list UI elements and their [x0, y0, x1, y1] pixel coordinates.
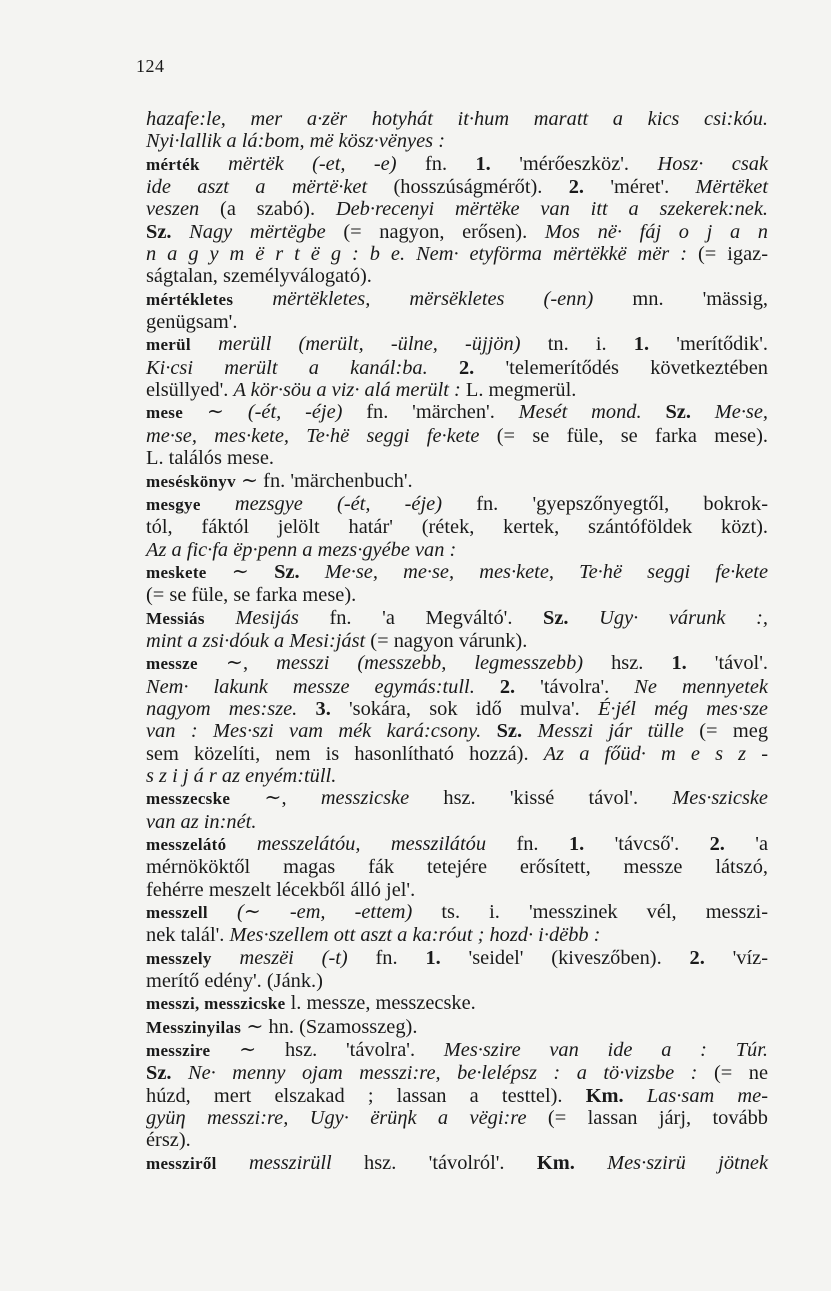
text-run: [226, 833, 256, 855]
text-line: [146, 652, 768, 675]
text-run: (= nagyon, erősen).: [325, 220, 545, 243]
text-run: L. találós mese.: [146, 447, 274, 470]
text-line: [146, 947, 768, 970]
italic-text: Mes·szirü jötnek: [607, 1151, 768, 1174]
text-run: fn. 'gyepszőnyegtől, bokrok-: [441, 492, 768, 515]
italic-text: Az a főüd· m e s z -: [543, 742, 768, 765]
text-run: [691, 401, 715, 423]
text-line: [146, 516, 768, 538]
headword: messzely: [146, 948, 212, 968]
headword: Messiás: [146, 608, 205, 628]
headword: mérték: [146, 154, 200, 174]
italic-text: me·se, mes·kete, Te·hë seggi fe·kete: [146, 424, 480, 447]
marker: 2.: [709, 833, 725, 855]
text-line: [146, 743, 768, 765]
italic-text: o j a n: [678, 220, 768, 243]
text-line: [146, 720, 768, 742]
text-run: ∼ hn. (Szamosszeg).: [241, 1015, 418, 1038]
italic-text: veszen: [146, 198, 200, 221]
text-run: fehérre meszelt lécekből álló jel'.: [146, 878, 416, 901]
text-run: 'merítődik'.: [649, 333, 769, 356]
text-run: ∼: [183, 401, 248, 424]
headword: Messzinyilas: [146, 1017, 242, 1037]
marker: 1.: [671, 652, 687, 675]
marker: 2.: [458, 356, 475, 379]
text-run: hsz.: [583, 652, 672, 675]
headword: meskete: [146, 562, 207, 582]
text-run: 'távol'.: [686, 652, 768, 675]
text-run: nek talál'.: [146, 924, 230, 947]
text-run: fn. 'märchen'.: [342, 401, 519, 424]
text-line: [146, 698, 768, 720]
text-run: [217, 1152, 249, 1174]
text-run: fn.: [396, 152, 476, 175]
text-line: [146, 108, 768, 130]
text-line: [146, 992, 768, 1015]
text-run: fn. 'a Megváltó'.: [298, 606, 544, 629]
text-line: [146, 470, 768, 493]
text-line: [146, 607, 768, 630]
marker: Sz.: [543, 606, 569, 629]
italic-text: messzicske: [320, 787, 410, 810]
italic-text: mezsgye (-ét, -éje): [234, 492, 442, 515]
text-run: fn.: [347, 946, 426, 969]
italic-text: van az in:nét.: [146, 810, 257, 833]
text-line: [146, 1016, 768, 1039]
marker: 1.: [568, 833, 585, 855]
marker: Sz.: [146, 220, 172, 243]
text-run: ∼ hsz. 'távolra'.: [210, 1039, 444, 1062]
text-run: hsz. 'távolról'.: [331, 1151, 537, 1174]
text-line: [146, 539, 768, 561]
text-run: [200, 153, 228, 175]
text-line: [146, 970, 768, 992]
text-run: [212, 947, 240, 969]
text-run: (= meg: [683, 720, 769, 743]
text-line: [146, 787, 768, 810]
text-run: [475, 676, 500, 698]
marker: Sz.: [496, 720, 523, 743]
text-line: [146, 130, 768, 152]
text-run: (hosszúságmérőt).: [367, 176, 569, 199]
text-run: húzd, mert elszakad ; lassan a testtel).: [146, 1084, 586, 1107]
text-run: tól, fáktól jelölt határ' (rétek, kertek, szántóföldek közt).: [146, 516, 768, 539]
italic-text: Ne· menny ojam messzi:re, be·lelépsz : a tö·vizsbe :: [188, 1062, 698, 1085]
text-run: 'telemerítődés következtében: [474, 356, 768, 379]
headword: messze: [146, 654, 198, 674]
text-run: [233, 288, 272, 310]
text-run: 'távolra'.: [515, 675, 635, 698]
text-run: [522, 720, 537, 742]
italic-text: ide aszt a mërtë·ket: [146, 176, 368, 199]
text-line: [146, 765, 768, 787]
italic-text: Mesijás: [235, 606, 299, 629]
italic-text: Me·se,: [714, 401, 768, 424]
text-run: [569, 607, 600, 629]
text-run: [172, 1062, 189, 1084]
text-run: l. messze, messzecske.: [285, 992, 476, 1015]
text-line: [146, 856, 768, 878]
marker: 1.: [475, 152, 491, 175]
text-run: 'mérőeszköz'.: [490, 152, 658, 175]
text-run: 'távcső'.: [584, 833, 710, 855]
text-run: hsz. 'kissé távol'.: [409, 787, 673, 810]
text-run: [575, 1152, 607, 1174]
text-line: [146, 288, 768, 311]
marker: 2.: [689, 946, 705, 969]
text-line: [146, 379, 768, 401]
text-run: merítő edény'. (Jánk.): [146, 970, 323, 993]
text-run: [405, 243, 416, 265]
text-run: 'víz-: [704, 946, 769, 969]
italic-text: (-ét, -éje): [247, 401, 343, 424]
text-line: [146, 1152, 768, 1175]
italic-text: (∼ -em, -ettem): [236, 901, 413, 924]
italic-text: Nagy mërtëgbe: [189, 220, 326, 243]
italic-text: mërtëkletes, mërsëkletes (-enn): [272, 287, 594, 310]
marker: Km.: [585, 1084, 624, 1107]
text-run: (= igaz-: [687, 243, 768, 266]
text-run: (= se füle, se farka mese).: [479, 424, 768, 447]
text-line: [146, 1129, 768, 1151]
text-line: [146, 1039, 768, 1062]
headword: mesgye: [146, 494, 201, 514]
italic-text: Las·sam me-: [646, 1084, 768, 1107]
italic-text: Messzi jár tülle: [537, 720, 684, 743]
text-run: elsüllyed'.: [146, 379, 234, 402]
italic-text: É·jél még mes·sze: [597, 697, 768, 720]
text-run: (= se füle, se farka mese).: [146, 584, 357, 607]
marker: Sz.: [665, 401, 691, 424]
italic-text: messzi (messzebb, legmesszebb): [276, 652, 584, 675]
italic-text: s z i j á r az enyém:tüll.: [146, 764, 337, 787]
headword: meséskönyv: [146, 471, 236, 491]
text-run: ságtalan, személyválogató).: [146, 265, 372, 288]
text-run: [661, 221, 679, 243]
dictionary-text: [146, 108, 768, 1175]
text-line: [146, 924, 768, 946]
marker: 3.: [315, 697, 331, 720]
text-line: [146, 879, 768, 901]
italic-text: gyüη messzi:re, Ugy· ërüηk a vëgi:re: [146, 1107, 527, 1130]
text-run: [481, 720, 496, 742]
italic-text: messzirüll: [249, 1151, 332, 1174]
text-line: [146, 901, 768, 924]
text-line: [146, 1062, 768, 1084]
text-line: [146, 1107, 768, 1129]
headword: messzelátó: [146, 835, 227, 854]
text-line: [146, 833, 768, 856]
italic-text: Deb·recenyi mërtëke van itt a szekerek:nek.: [335, 198, 768, 221]
italic-text: Me·se, me·se, mes·kete, Te·hë seggi fe·kete: [324, 560, 768, 583]
italic-text: n a g y m ë r t ë g : b e.: [146, 243, 406, 266]
text-run: [642, 401, 666, 423]
headword: messzire: [146, 1041, 211, 1061]
text-run: [300, 561, 325, 583]
italic-text: merüll (merült, -ülne, -üjjön): [218, 333, 521, 356]
text-run: érsz).: [146, 1129, 191, 1152]
text-run: ∼ fn. 'märchenbuch'.: [235, 469, 413, 492]
italic-text: Ugy· várunk :,: [599, 606, 768, 629]
italic-text: mint a zsi·dóuk a Mesi:jást: [146, 629, 366, 652]
headword: messziről: [146, 1153, 217, 1173]
text-run: (= lassan járj, tovább: [526, 1107, 769, 1130]
marker: Sz.: [274, 560, 300, 583]
text-line: [146, 493, 768, 516]
italic-text: Hosz· csak: [657, 152, 769, 175]
text-run: ∼,: [230, 787, 321, 810]
text-line: [146, 198, 768, 220]
italic-text: van : Mes·szi vam mék kará:csony.: [146, 720, 482, 743]
text-run: [172, 221, 190, 243]
marker: 2.: [499, 675, 516, 698]
italic-text: Mërtëket: [695, 176, 768, 199]
italic-text: A kör·söu a viz· alá merült :: [233, 379, 461, 402]
text-run: [205, 607, 236, 629]
text-run: 'seidel' (kiveszőben).: [440, 946, 690, 969]
italic-text: Mesét mond.: [518, 401, 642, 424]
italic-text: meszëi (-t): [239, 946, 348, 969]
headword: messzell: [146, 903, 208, 923]
text-line: [146, 311, 768, 333]
italic-text: Mes·szellem ott aszt a ka:róut ; hozd· i·dëbb :: [229, 924, 601, 947]
text-run: [191, 333, 218, 355]
text-line: [146, 811, 768, 833]
text-line: [146, 561, 768, 584]
text-run: mn. 'mässig,: [593, 287, 769, 310]
text-line: [146, 265, 768, 287]
text-line: [146, 630, 768, 652]
text-run: mérnököktől magas fák tetejére erősített, messze látszó,: [146, 856, 768, 879]
text-run: L. megmerül.: [460, 379, 577, 402]
text-line: [146, 425, 768, 447]
page-number: 124: [136, 56, 165, 76]
text-run: [624, 1085, 647, 1107]
headword: messzecske: [146, 789, 231, 809]
text-run: ts. i. 'messzinek vél, messzi-: [412, 901, 768, 924]
headword: messzi, messzicske: [146, 994, 286, 1014]
italic-text: Nem· lakunk messze egymás:tull.: [146, 675, 475, 698]
text-run: [208, 901, 237, 923]
italic-text: messzelátóu, messzilátóu: [256, 833, 487, 855]
text-run: [297, 698, 315, 720]
text-run: (= nagyon várunk).: [365, 629, 528, 652]
marker: 1.: [633, 333, 650, 356]
text-line: [146, 676, 768, 698]
italic-text: Ne mennyetek: [634, 675, 768, 698]
text-run: (= ne: [697, 1062, 768, 1085]
text-run: tn. i.: [520, 333, 634, 356]
text-line: [146, 1085, 768, 1107]
text-line: [146, 357, 768, 379]
text-run: fn.: [486, 833, 569, 855]
text-run: sem közelíti, nem is hasonlítható hozzá).: [146, 742, 544, 765]
headword: merül: [146, 335, 191, 355]
text-line: [146, 584, 768, 606]
marker: Km.: [536, 1151, 575, 1174]
italic-text: mërtëk (-et, -e): [228, 152, 397, 175]
italic-text: Mos në· fáj: [544, 220, 662, 243]
italic-text: Mes·szicske: [672, 787, 768, 810]
italic-text: Mes·szire van ide a : Túr.: [443, 1039, 769, 1062]
text-line: [146, 401, 768, 424]
text-line: [146, 243, 768, 265]
text-run: ∼: [206, 560, 275, 583]
text-run: 'a: [724, 833, 768, 855]
italic-text: Az a fic·fa ëp·penn a mezs·gyébe van :: [146, 538, 457, 561]
italic-text: Nyi·lallik a lá:bom, më kösz·vënyes :: [146, 130, 445, 153]
italic-text: hazafe:le, mer a·zër hotyhát it·hum maratt a kics csi:kóu.: [146, 108, 768, 130]
text-run: (a szabó).: [199, 198, 336, 221]
headword: mese: [146, 403, 184, 423]
text-line: [146, 221, 768, 243]
text-line: [146, 153, 768, 176]
marker: 2.: [568, 176, 585, 199]
italic-text: Ki·csi merült a kanál:ba.: [146, 356, 428, 379]
italic-text: nagyom mes:sze.: [146, 697, 298, 720]
text-run: 'méret'.: [584, 176, 696, 199]
marker: Sz.: [146, 1062, 172, 1085]
text-run: 'sokára, sok idő mulva'.: [330, 697, 598, 720]
text-line: [146, 333, 768, 356]
text-run: [201, 493, 235, 515]
marker: 1.: [425, 946, 441, 969]
text-run: [428, 357, 459, 379]
headword: mértékletes: [146, 289, 234, 309]
text-line: [146, 447, 768, 469]
text-line: [146, 176, 768, 198]
text-run: genügsam'.: [146, 311, 238, 334]
text-run: ∼,: [197, 652, 277, 675]
italic-text: Nem· etyförma mërtëkkë mër :: [416, 243, 687, 266]
